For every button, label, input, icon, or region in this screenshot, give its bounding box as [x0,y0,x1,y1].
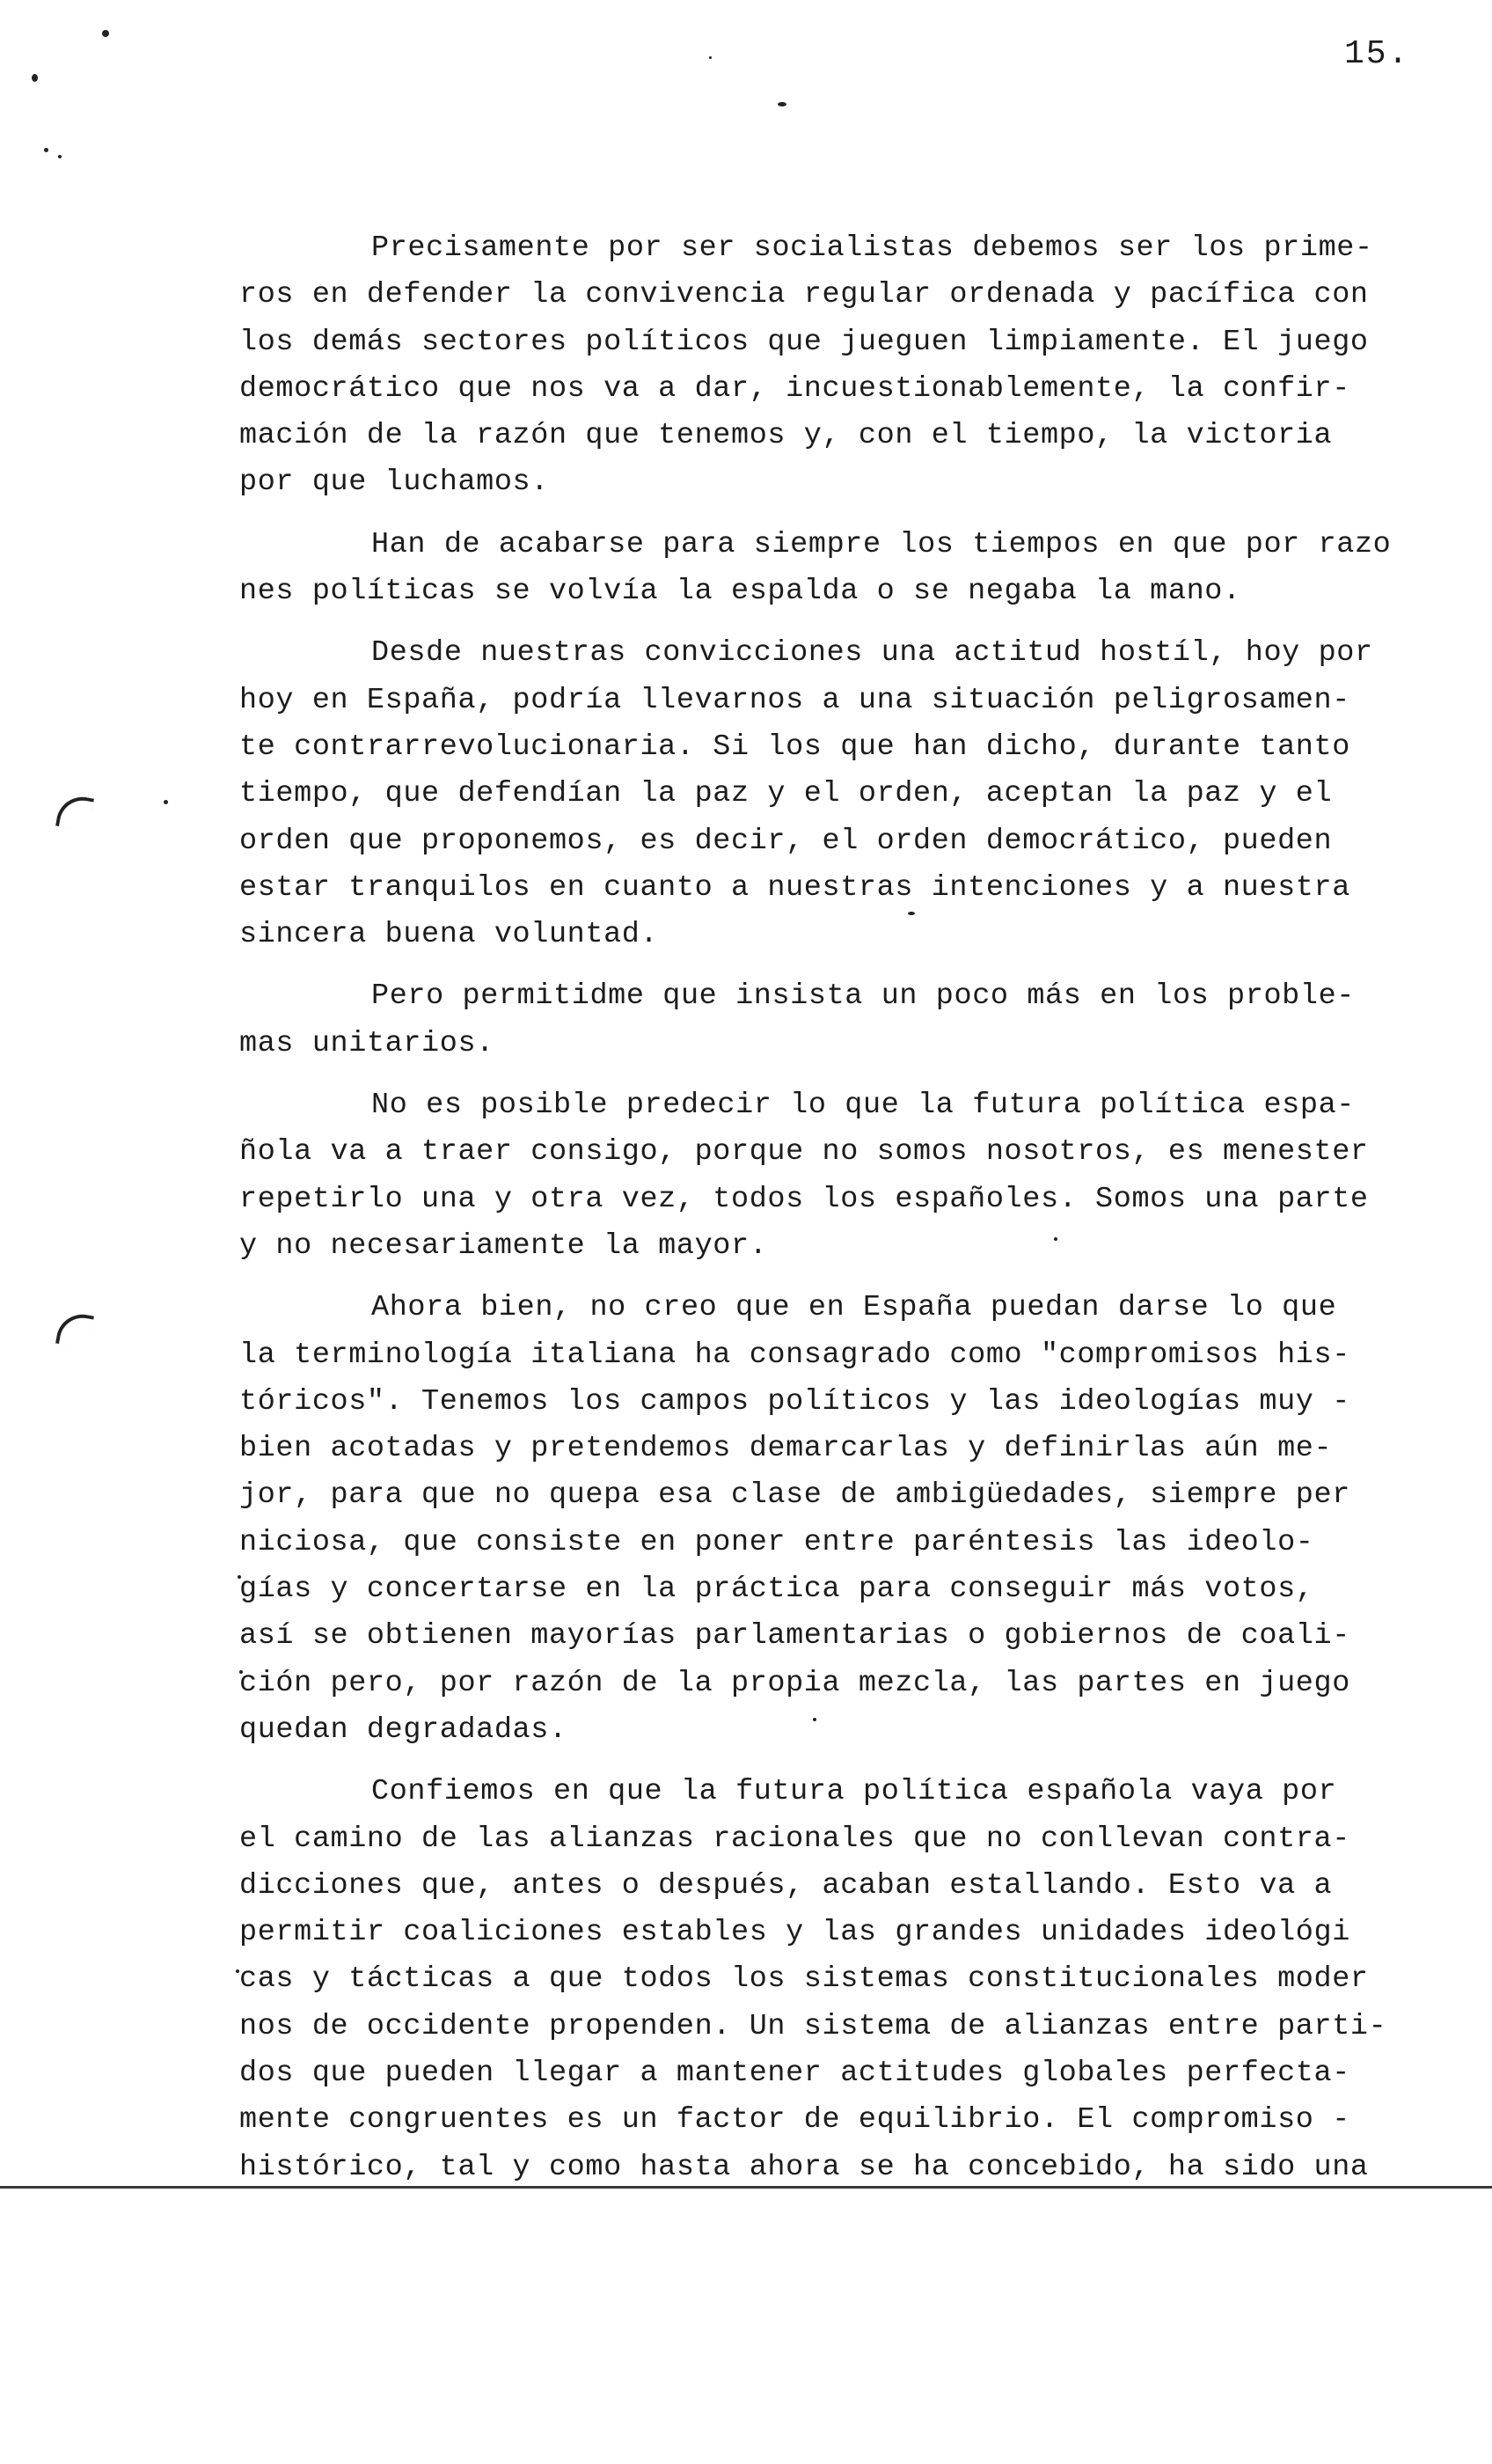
text-line: nes políticas se volvía la espalda o se negaba la mano. [239,575,1241,609]
text-line: democrático que nos va a dar, incuestionablemente, la confir- [239,371,1350,406]
text-line: te contrarrevolucionaria. Si los que han dicho, durante tanto [239,730,1350,764]
text-line: niciosa, que consiste en poner entre paréntesis las ideolo- [239,1525,1314,1559]
scan-speck [58,155,62,158]
text-line: hoy en España, podría llevarnos a una situación peligrosamen- [239,683,1350,717]
text-line: mación de la razón que tenemos y, con el tiempo, la victoria [239,419,1333,453]
scan-speck [32,74,38,82]
scan-speck [709,56,712,59]
text-line: repetirlo una y otra vez, todos los españoles. Somos una parte [239,1182,1369,1216]
text-line: ros en defender la convivencia regular ordenada y pacífica con [239,278,1369,312]
text-line: nos de occidente propenden. Un sistema de alianzas entre parti- [239,2009,1387,2043]
text-line: y no necesariamente la mayor. [239,1228,768,1263]
text-line: histórico, tal y como hasta ahora se ha concebido, ha sido una [239,2150,1369,2184]
text-line: quedan degradadas. [239,1712,567,1747]
text-line: gías y concertarse en la práctica para conseguir más votos, [239,1573,1314,1607]
text-line: tiempo, que defendían la paz y el orden, aceptan la paz y el [239,777,1333,811]
scan-speck [44,148,48,152]
text-line: permitir coaliciones estables y las grandes unidades ideológi [239,1916,1350,1950]
text-line: sincera buena voluntad. [239,918,659,952]
text-line: orden que proponemos, es decir, el orden democrático, pueden [239,824,1333,858]
text-line: Confiemos en que la futura política española vaya por [371,1775,1337,1809]
paragraph-3 [239,630,1418,958]
paragraph-6 [239,1285,1418,1754]
text-line: Desde nuestras convicciones una actitud hostíl, hoy por [371,636,1373,671]
text-line: No es posible predecir lo que la futura política espa- [371,1089,1355,1123]
text-line: el camino de las alianzas racionales que no conllevan contra- [239,1822,1350,1856]
text-line: dos que pueden llegar a mantener actitudes globales perfecta- [239,2056,1350,2090]
text-line: Ahora bien, no creo que en España puedan darse lo que [371,1291,1337,1325]
text-line: ción pero, por razón de la propia mezcla, las partes en juego [239,1666,1350,1700]
scan-speck [778,102,786,106]
body-text [239,225,1418,2206]
paragraph-2 [239,522,1418,616]
text-line: bien acotadas y pretendemos demarcarlas y definirlas aún me- [239,1432,1333,1466]
paragraph-4 [239,973,1418,1067]
page-number: 15. [1344,35,1410,73]
text-line: Precisamente por ser socialistas debemos ser los prime- [371,231,1373,265]
text-line: Han de acabarse para siempre los tiempos en que por razo [371,527,1392,561]
text-line: estar tranquilos en cuanto a nuestras intenciones y a nuestra [239,870,1350,905]
paragraph-1 [239,225,1418,507]
text-line: jor, para que no quepa esa clase de ambigüedades, siempre per [239,1478,1350,1513]
text-line: dicciones que, antes o después, acaban estallando. Esto va a [239,1868,1333,1903]
punch-hole-mark [55,1310,94,1349]
paragraph-7 [239,1769,1418,2191]
scan-speck [164,800,168,804]
paragraph-5 [239,1082,1418,1270]
text-line: por que luchamos. [239,466,549,500]
text-line: Pero permitidme que insista un poco más en los proble- [371,979,1355,1014]
page-bottom-edge [0,2186,1492,2189]
text-line: ñola va a traer consigo, porque no somos nosotros, es menester [239,1135,1369,1170]
text-line: cas y tácticas a que todos los sistemas constitucionales moder [239,1962,1369,1997]
text-line: la terminología italiana ha consagrado como "compromisos his- [239,1338,1350,1372]
text-line: así se obtienen mayorías parlamentarias o gobiernos de coali- [239,1619,1350,1654]
text-line: los demás sectores políticos que jueguen limpiamente. El juego [239,325,1369,359]
text-line: mente congruentes es un factor de equilibrio. El compromiso - [239,2103,1350,2138]
scan-speck [102,30,109,37]
text-line: mas unitarios. [239,1026,494,1060]
text-line: tóricos". Tenemos los campos políticos y las ideologías muy - [239,1384,1350,1419]
punch-hole-mark [55,793,94,832]
